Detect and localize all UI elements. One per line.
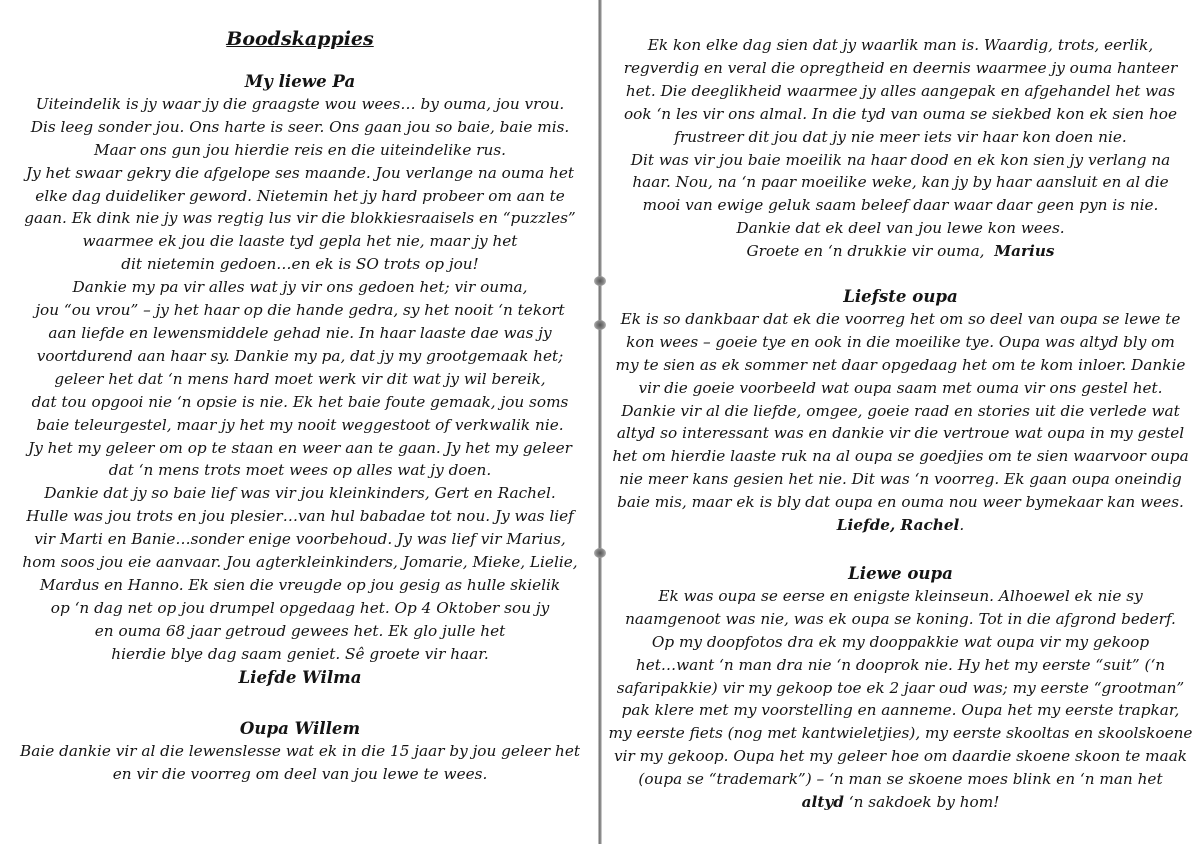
text-line: naamgenoot was nie, was ek oupa se koning. Tot in die afgrond bederf. (625, 609, 1176, 628)
text-line: Dankie my pa vir alles wat jy vir ons gedoen het; vir ouma, (72, 278, 528, 297)
text-line: Uiteindelik is jy waar jy die graagste wou wees… by ouma, jou vrou. (35, 94, 565, 113)
text-line: Dankie dat ek deel van jou lewe kon wees. (736, 219, 1065, 238)
page-title: Boodskappies (226, 28, 374, 50)
message-kleinseun (601, 562, 1200, 814)
text-line: safaripakkie) vir my gekoop toe ek 2 jaar oud was; my eerste “grootman” (616, 678, 1185, 697)
message-heading: Oupa Willem (239, 718, 361, 738)
text-line: Ek kon elke dag sien dat jy waarlik man is. Waardig, trots, eerlik, (647, 36, 1154, 54)
text-line: mooi van ewige geluk saam beleef daar waar daar geen pyn is nie. (642, 196, 1159, 215)
text-line: op ‘n dag net op jou drumpel opgedaag het. Op 4 Oktober sou jy (50, 598, 550, 617)
text-line: kon wees – goeie tye en ook in die moeilike tye. Oupa was altyd bly om (626, 332, 1175, 351)
text-line: en vir die voorreg om deel van jou lewe te wees. (112, 764, 488, 783)
text-line: Op my doopfotos dra ek my dooppakkie wat oupa vir my gekoop (651, 632, 1150, 651)
text-line: en ouma 68 jaar getroud gewees het. Ek glo julle het (94, 621, 506, 640)
text-line: altyd so interessant was en dankie vir die vertroue wat oupa in my gestel (616, 424, 1185, 443)
text-line-last (601, 791, 1200, 814)
text-line: Ek is so dankbaar dat ek die voorreg het om so deel van oupa se lewe te (620, 309, 1181, 328)
text-line: regverdig en veral die opregtheid en deernis waarmee jy ouma hanteer (623, 58, 1178, 77)
message-signature: Liefde Wilma (238, 666, 362, 687)
text-line: Hulle was jou trots en jou plesier…van hul babadae tot nou. Jy was lief (26, 507, 574, 526)
text-line: baie teleurgestel, maar jy het my nooit weggestoot of verkwalik nie. (36, 415, 564, 434)
text-line: Maar ons gun jou hierdie reis en die uiteindelike rus. (93, 140, 507, 159)
signature-suffix: . (959, 516, 965, 535)
message-heading: My liewe Pa (244, 71, 356, 91)
text-line: Dankie dat jy so baie lief was vir jou kleinkinders, Gert en Rachel. (44, 484, 556, 503)
text-line: baie mis, maar ek is bly dat oupa en ouma nou weer bymekaar kan wees. (617, 493, 1184, 512)
text-line: my te sien as ek sommer net daar opgedaag het om te kom inloer. Dankie (615, 355, 1186, 374)
text-line: Dit was vir jou baie moeilik na haar dood en ek kon sien jy verlang na (630, 150, 1171, 169)
text-fragment: ‘n sakdoek by hom! (843, 793, 1000, 812)
text-line: vir die goeie voorbeeld wat oupa saam met ouma vir ons gestel het. (638, 378, 1163, 397)
closing-text: Groete en ‘n drukkie vir ouma, (746, 242, 985, 261)
text-line: haar. Nou, na ‘n paar moeilike weke, kan jy by haar aansluit en al die (632, 173, 1169, 192)
message-closing (601, 240, 1200, 263)
text-line: vir my gekoop. Oupa het my geleer hoe om daardie skoene skoon te maak (613, 747, 1188, 766)
text-line: hom soos jou eie aanvaar. Jou agterkleinkinders, Jomarie, Mieke, Lielie, (22, 553, 578, 572)
text-line: nie meer kans gesien het nie. Dit was ‘n voorreg. Ek gaan oupa oneindig (619, 470, 1182, 489)
text-line: geleer het dat ‘n mens hard moet werk vir dit wat jy wil bereik, (54, 369, 546, 388)
text-line: Jy het swaar gekry die afgelope ses maande. Jou verlange na ouma het (25, 163, 575, 182)
text-line: ook ‘n les vir ons almal. In die tyd van ouma se siekbed kon ek sien hoe (624, 104, 1177, 123)
text-line: elke dag duideliker geword. Nietemin het jy hard probeer om aan te (35, 186, 565, 205)
text-line: hierdie blye dag saam geniet. Sê groete vir haar. (111, 644, 489, 663)
text-line: waarmee ek jou die laaste tyd gepla het nie, maar jy het (82, 232, 518, 251)
text-line: Baie dankie vir al die lewenslesse wat ek in die 15 jaar by jou geleer het (20, 741, 580, 760)
message-body (0, 93, 600, 666)
message-signature-line (601, 514, 1200, 537)
right-page (601, 0, 1200, 844)
text-line: pak klere met my voorstelling en aanneme. Oupa het my eerste trapkar, (621, 701, 1180, 720)
message-signature: Liefde, Rachel (836, 516, 960, 535)
message-oupa-willem (0, 717, 600, 786)
message-signature: Marius (994, 242, 1055, 261)
message-heading: Liefste oupa (843, 286, 958, 306)
emphasis-text: altyd (801, 793, 844, 812)
text-line: Dankie vir al die liefde, omgee, goeie raad en stories uit die verlede wat (621, 401, 1180, 420)
text-line: het…want ‘n man dra nie ‘n dooprok nie. Hy het my eerste “suit” (‘n (635, 655, 1166, 674)
message-marius (601, 34, 1200, 263)
text-line: dit nietemin gedoen…en ek is SO trots op jou! (121, 255, 479, 274)
message-heading: Liewe oupa (848, 563, 953, 583)
text-line: dat tou opgooi nie ‘n opsie is nie. Ek het baie foute gemaak, jou soms (31, 392, 569, 411)
message-wilma (0, 70, 600, 688)
message-rachel (601, 285, 1200, 537)
text-line: Jy het my geleer om op te staan en weer aan te gaan. Jy het my geleer (28, 438, 572, 457)
text-line: (oupa se “trademark”) – ‘n man se skoene moes blink en ‘n man het (638, 770, 1163, 789)
text-line: het om hierdie laaste ruk na al oupa se goedjies om te sien waarvoor oupa (612, 447, 1189, 466)
text-line: jou “ou vrou” – jy het haar op die hande gedra, sy het nooit ‘n tekort (35, 301, 565, 320)
text-line: voortdurend aan haar sy. Dankie my pa, dat jy my grootgemaak het; (36, 346, 564, 365)
text-line: Dis leeg sonder jou. Ons harte is seer. Ons gaan jou so baie, baie mis. (30, 117, 570, 136)
text-line: aan liefde en lewensmiddele gehad nie. In haar laaste dae was jy (48, 323, 552, 342)
text-line: het. Die deeglikheid waarmee jy alles aangepak en afgehandel het was (625, 81, 1176, 100)
text-line: vir Marti en Banie…sonder enige voorbehoud. Jy was lief vir Marius, (34, 530, 566, 549)
text-line: Ek was oupa se eerse en enigste kleinseun. Alhoewel ek nie sy (658, 586, 1143, 605)
text-line: dat ‘n mens trots moet wees op alles wat jy doen. (108, 461, 492, 480)
text-line: gaan. Ek dink nie jy was regtig lus vir die blokkiesraaisels en “puzzles” (24, 209, 576, 228)
text-line: frustreer dit jou dat jy nie meer iets vir haar kon doen nie. (674, 127, 1127, 146)
text-line: Mardus en Hanno. Ek sien die vreugde op jou gesig as hulle skielik (39, 575, 561, 594)
text-line: my eerste fiets (nog met kantwieletjies), my eerste skooltas en skoolskoene (608, 724, 1193, 743)
